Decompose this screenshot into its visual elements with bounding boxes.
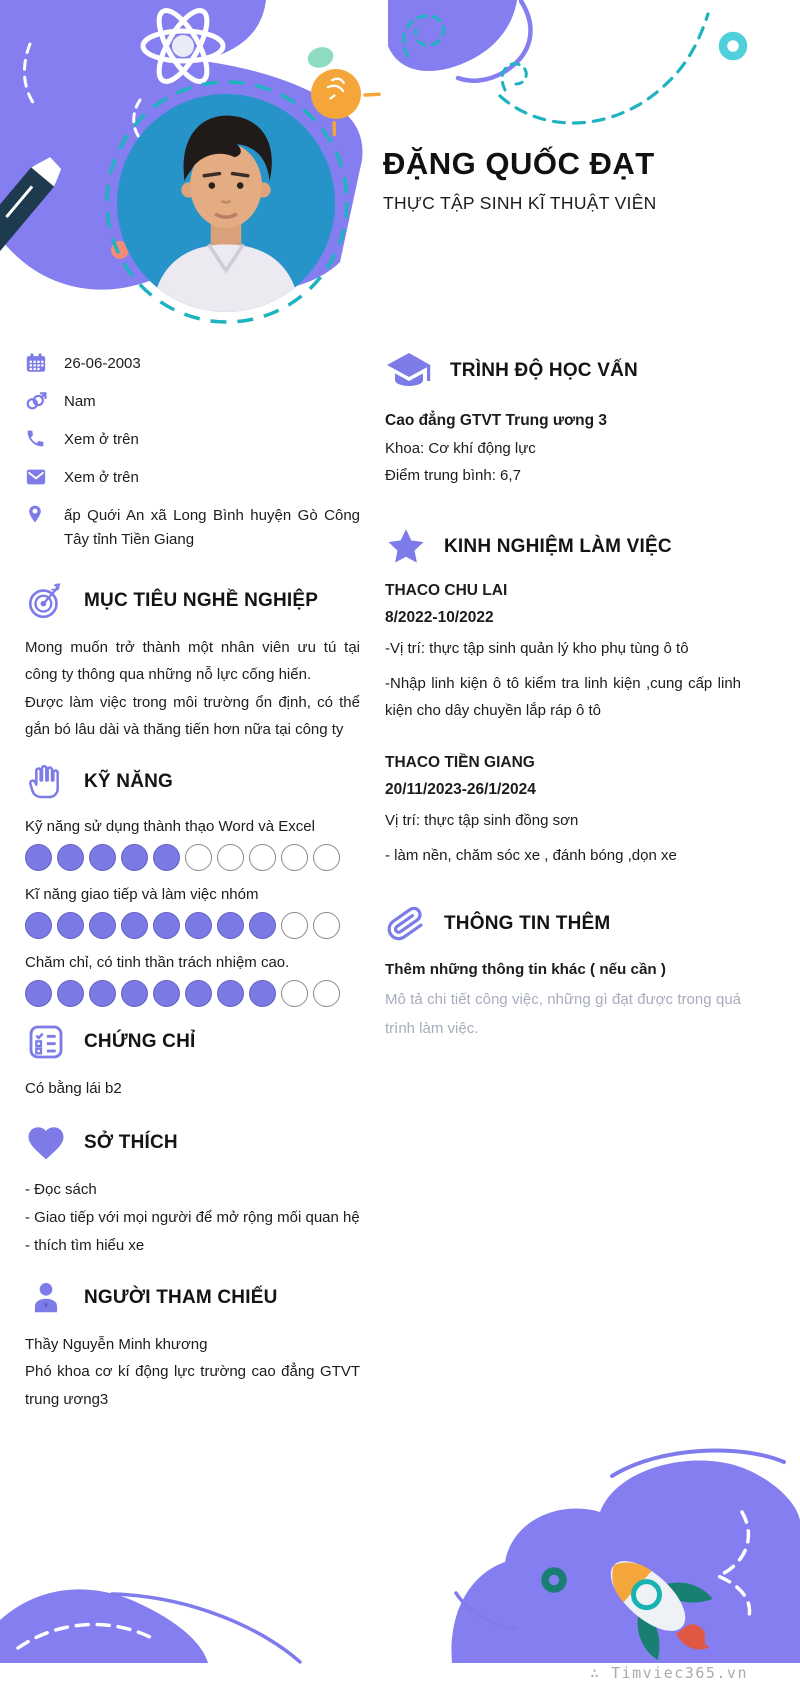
checklist-icon [25, 1021, 67, 1063]
job-line: Vị trí: thực tập sinh đồng sơn [385, 812, 579, 829]
objective-text-2: Được làm việc trong môi trường ổn định, có thể gắn bó lâu dài và thăng tiến hơn nữa tại công ty [25, 693, 360, 738]
reference-heading: NGƯỜI THAM CHIẾU [84, 1287, 278, 1309]
experience-job [385, 754, 741, 869]
header-block [383, 146, 783, 214]
location-icon [25, 504, 47, 524]
teal-dashed-squiggle [404, 16, 444, 56]
section-education [385, 350, 741, 392]
skill-dot [185, 980, 212, 1007]
job-company: THACO TIỀN GIANG [385, 754, 535, 771]
reference-detail: Phó khoa cơ kí động lực trường cao đẳng GTVT trung ương3 [25, 1363, 360, 1409]
skill-dot [281, 844, 308, 871]
skill-dot [185, 844, 212, 871]
atom-icon [143, 4, 223, 88]
person-icon [25, 1277, 67, 1319]
target-icon [25, 580, 67, 622]
skill-dot [313, 980, 340, 1007]
calendar-icon [25, 352, 47, 374]
additional-placeholder: Mô tả chi tiết công việc, những gì đạt được trong quá trình làm việc. [385, 991, 741, 1037]
hobby-item: - Đọc sách [25, 1181, 97, 1199]
skill-label: Chăm chỉ, có tinh thần trách nhiệm cao. [25, 954, 290, 972]
skill-dot [249, 980, 276, 1007]
skill-dot [217, 980, 244, 1007]
white-dashed-doodle [24, 44, 34, 104]
candidate-title: THỰC TẬP SINH KĨ THUẬT VIÊN [383, 193, 657, 213]
phone-value: Xem ở trên [64, 431, 139, 448]
paperclip-icon [385, 903, 427, 945]
right-column [385, 350, 741, 1043]
purple-blob-bottom-right [451, 1460, 800, 1663]
skill-dot [249, 912, 276, 939]
skill-label: Kỹ năng sử dụng thành thạo Word và Excel [25, 818, 315, 836]
skill-dot [185, 912, 212, 939]
purple-blob-bottom-left [0, 1589, 208, 1663]
job-period: 8/2022-10/2022 [385, 609, 494, 626]
certificates-heading: CHỨNG CHỈ [84, 1031, 196, 1053]
contact-row-gender [25, 390, 360, 414]
job-line: - làm nền, chăm sóc xe , đánh bóng ,dọn xe [385, 847, 677, 864]
skill-dot [89, 912, 116, 939]
watermark: ∴ Timviec365.vn [590, 1664, 748, 1682]
objective-text-1: Mong muốn trở thành một nhân viên ưu tú tại công ty thông qua những nỗ lực cống hiến. [25, 639, 360, 684]
section-skills [25, 761, 360, 803]
contact-row-address [25, 504, 360, 552]
skill-dot [217, 912, 244, 939]
hobbies-heading: SỞ THÍCH [84, 1132, 178, 1154]
skill-dot [89, 844, 116, 871]
skill-dot [153, 912, 180, 939]
skill-dot [57, 844, 84, 871]
section-experience [385, 526, 741, 568]
skill-dot [25, 844, 52, 871]
section-additional-info [385, 903, 741, 945]
section-certificates [25, 1021, 360, 1063]
skill-dot [217, 844, 244, 871]
skill-dot [121, 912, 148, 939]
section-objective [25, 580, 360, 622]
contact-row-birthday [25, 352, 360, 376]
job-line: -Vị trí: thực tập sinh quản lý kho phụ tùng ô tô [385, 640, 689, 657]
education-faculty: Khoa: Cơ khí động lực [385, 440, 536, 457]
profile-photo [117, 94, 335, 312]
skill-dot [121, 844, 148, 871]
skill-dot [281, 980, 308, 1007]
skill-dot [153, 844, 180, 871]
purple-blob-top-right [388, 0, 517, 71]
education-school: Cao đẳng GTVT Trung ương 3 [385, 412, 608, 429]
skill-label: Kĩ năng giao tiếp và làm việc nhóm [25, 886, 259, 904]
phone-icon [25, 428, 47, 449]
candidate-name: ĐẶNG QUỐC ĐẠT [383, 146, 655, 181]
hand-icon [25, 761, 67, 803]
email-value: Xem ở trên [64, 469, 139, 486]
skill-dot [249, 844, 276, 871]
teal-donut-bottom [545, 1571, 563, 1589]
address-value: ấp Quới An xã Long Bình huyện Gò Công Tây tỉnh Tiền Giang [64, 507, 360, 548]
skill-dot [281, 912, 308, 939]
hobby-item: - thích tìm hiểu xe [25, 1236, 145, 1254]
additional-heading: THÔNG TIN THÊM [444, 913, 611, 934]
skill-dot [153, 980, 180, 1007]
job-line: -Nhập linh kiện ô tô kiểm tra linh kiện ,cung cấp linh kiện cho dây chuyền lắp ráp ô tô [385, 675, 741, 719]
left-column [25, 352, 360, 1414]
skill-dot [89, 980, 116, 1007]
objective-heading: MỤC TIÊU NGHỀ NGHIỆP [84, 590, 319, 611]
birthday-value: 26-06-2003 [64, 355, 141, 372]
contact-row-phone [25, 428, 360, 452]
skill-dot [25, 912, 52, 939]
skill-dot [57, 912, 84, 939]
contact-row-email [25, 466, 360, 490]
education-gpa: Điểm trung bình: 6,7 [385, 467, 521, 484]
hobby-item: - Giao tiếp với mọi người để mở rộng mối quan hệ [25, 1208, 360, 1226]
pen-icon [0, 152, 67, 256]
skill-rating [25, 844, 360, 871]
section-hobbies [25, 1122, 360, 1164]
star-icon [385, 526, 427, 568]
skill-dot [313, 912, 340, 939]
skill-dot [313, 844, 340, 871]
experience-job [385, 582, 741, 724]
certificate-text: Có bằng lái b2 [25, 1080, 122, 1098]
email-icon [25, 466, 47, 488]
experience-heading: KINH NGHIỆM LÀM VIỆC [444, 536, 672, 557]
job-company: THACO CHU LAI [385, 582, 508, 599]
heart-icon [25, 1122, 67, 1164]
graduation-cap-icon [385, 350, 433, 392]
skill-dot [121, 980, 148, 1007]
section-reference [25, 1277, 360, 1319]
reference-name: Thầy Nguyễn Minh khương [25, 1336, 208, 1354]
skill-dot [25, 980, 52, 1007]
skills-heading: KỸ NĂNG [84, 771, 174, 793]
gender-icon [25, 390, 47, 412]
white-dashed-squiggle [718, 1512, 750, 1620]
bottom-decoration [0, 1390, 800, 1690]
teal-donut-icon [723, 36, 743, 56]
job-period: 20/11/2023-26/1/2024 [385, 781, 536, 798]
education-heading: TRÌNH ĐỘ HỌC VẤN [450, 360, 638, 381]
rocket-icon [586, 1534, 735, 1680]
skill-rating [25, 912, 360, 939]
teal-dashed-curve [500, 14, 708, 123]
skill-dot [57, 980, 84, 1007]
additional-label: Thêm những thông tin khác ( nếu cần ) [385, 961, 666, 978]
gender-value: Nam [64, 393, 96, 410]
skill-rating [25, 980, 360, 1007]
